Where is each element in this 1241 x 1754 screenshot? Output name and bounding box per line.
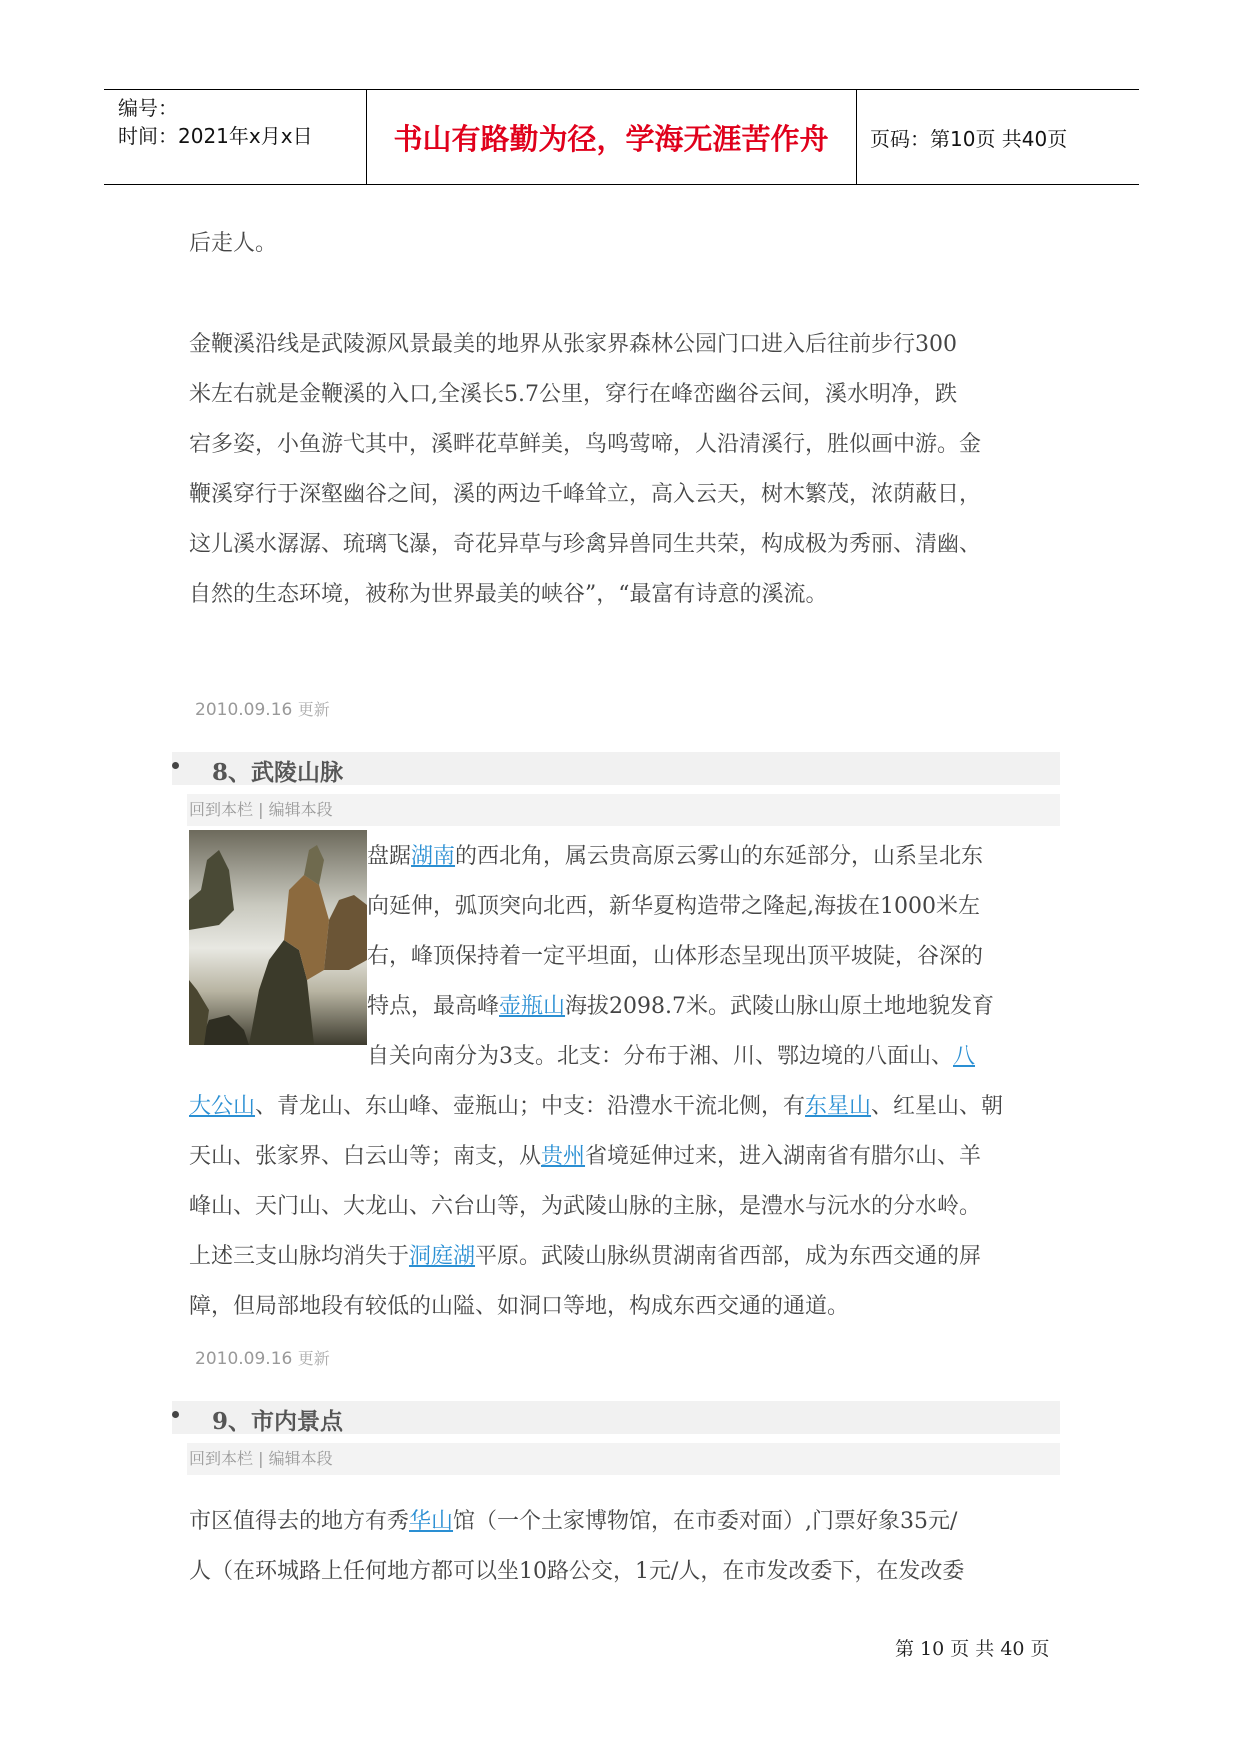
mountain-photo: [189, 830, 367, 1045]
inline-link[interactable]: 贵州: [541, 1144, 586, 1169]
section8-side-text: [367, 832, 1067, 1082]
text-line: 自然的生态环境，被称为世界最美的峡谷”，“最富有诗意的溪流。: [189, 582, 828, 607]
header-left: [118, 94, 313, 150]
text-line: [367, 1032, 1067, 1082]
text-line: [189, 1182, 1089, 1232]
update-stamp: [195, 697, 330, 720]
mountain-peaks-image: [189, 830, 367, 1045]
text-segment: 右，峰顶保持着一定平坦面，山体形态呈现出顶平坡陡，谷深的: [367, 944, 984, 969]
text-line: [367, 932, 1067, 982]
text-line: [189, 1282, 1089, 1332]
text-line: 宕多姿，小鱼游弋其中，溪畔花草鲜美，鸟鸣莺啼，人沿清溪行，胜似画中游。金: [189, 432, 982, 457]
text-segment: 馆（一个土家博物馆，在市委对面）,门票好象35元/: [453, 1509, 958, 1534]
page-footer: 第 10 页 共 40 页: [895, 1638, 1050, 1660]
header-motto: 书山有路勤为径，学海无涯苦作舟: [393, 121, 829, 156]
text-line: [189, 1232, 1089, 1282]
section-nav[interactable]: [187, 794, 1060, 826]
inline-link[interactable]: 华山: [409, 1509, 454, 1534]
update-date: 2010.09.16: [195, 700, 293, 720]
text-segment: 特点，最高峰: [367, 994, 500, 1019]
text-line: 米左右就是金鞭溪的入口,全溪长5.7公里，穿行在峰峦幽谷云间，溪水明净，跌: [189, 382, 957, 407]
text-segment: 省境延伸过来，进入湖南省有腊尔山、羊: [585, 1144, 982, 1169]
text-line: [189, 1497, 1089, 1547]
text-segment: 盘踞: [367, 844, 412, 869]
section-heading: [172, 1401, 1060, 1434]
section-nav-links[interactable]: 回到本栏 | 编辑本段: [189, 1449, 333, 1468]
number-label: 编号：: [118, 96, 178, 120]
text-segment: 海拔2098.7米。武陵山脉山原土地地貌发育: [565, 994, 995, 1019]
update-label: 更新: [297, 700, 330, 719]
inline-link[interactable]: 壶瓶山: [499, 994, 566, 1019]
text-line: 这儿溪水潺潺、琉璃飞瀑，奇花异草与珍禽异兽同生共荣，构成极为秀丽、清幽、: [189, 532, 982, 557]
text-line: [189, 1547, 1089, 1597]
inline-link[interactable]: 洞庭湖: [409, 1244, 476, 1269]
bullet-icon: [172, 762, 179, 769]
text-segment: 、青龙山、东山峰、壶瓶山；中支：沿澧水干流北侧，有: [255, 1094, 806, 1119]
text-segment: 市区值得去的地方有秀: [189, 1509, 410, 1534]
text-segment: 自关向南分为3支。北支：分布于湘、川、鄂边境的八面山、: [367, 1044, 953, 1069]
text-segment: 向延伸，弧顶突向北西，新华夏构造带之隆起,海拔在1000米左: [367, 894, 980, 919]
page-label: 页码：第10页 共40页: [870, 126, 1068, 151]
text-line: 金鞭溪沿线是武陵源风景最美的地界从张家界森林公园门口进入后往前步行300: [189, 332, 957, 357]
paragraph-jinbianxi: [189, 320, 1089, 620]
section-title: 9、市内景点: [212, 1408, 344, 1435]
inline-link[interactable]: 大公山: [189, 1094, 256, 1119]
text-segment: 天山、张家界、白云山等；南支，从: [189, 1144, 542, 1169]
text-segment: 、红星山、朝: [871, 1094, 1004, 1119]
text-segment: 的西北角，属云贵高原云雾山的东延部分，山系呈北东: [455, 844, 984, 869]
update-stamp: [195, 1346, 330, 1369]
update-label: 更新: [297, 1349, 330, 1368]
text-line: [189, 1082, 1089, 1132]
section-heading: [172, 752, 1060, 785]
paragraph-continuation: 后走人。: [189, 231, 278, 256]
section-nav[interactable]: [187, 1443, 1060, 1475]
text-line: [367, 982, 1067, 1032]
text-segment: 平原。武陵山脉纵贯湖南省西部，成为东西交通的屏: [475, 1244, 982, 1269]
header-divider: [856, 90, 857, 184]
text-segment: 峰山、天门山、大龙山、六台山等，为武陵山脉的主脉，是澧水与沅水的分水岭。: [189, 1194, 982, 1219]
text-segment: 上述三支山脉均消失于: [189, 1244, 410, 1269]
text-segment: 人（在环城路上任何地方都可以坐10路公交，1元/人，在市发改委下，在发改委: [189, 1559, 965, 1584]
section9-text: [189, 1497, 1089, 1597]
inline-link[interactable]: 八: [953, 1044, 976, 1069]
text-line: [189, 1132, 1089, 1182]
page-header: [104, 89, 1139, 185]
section-title: 8、武陵山脉: [212, 759, 344, 786]
text-segment: 障，但局部地段有较低的山隘、如洞口等地，构成东西交通的通道。: [189, 1294, 850, 1319]
text-line: 鞭溪穿行于深壑幽谷之间，溪的两边千峰耸立，高入云天，树木繁茂，浓荫蔽日，: [189, 482, 982, 507]
section-nav-links[interactable]: 回到本栏 | 编辑本段: [189, 800, 333, 819]
inline-link[interactable]: 东星山: [805, 1094, 872, 1119]
section8-full-text: [189, 1082, 1089, 1332]
inline-link[interactable]: 湖南: [411, 844, 456, 869]
update-date: 2010.09.16: [195, 1349, 293, 1369]
text-line: [367, 832, 1067, 882]
bullet-icon: [172, 1411, 179, 1418]
text-line: [367, 882, 1067, 932]
time-label: 时间：2021年x月x日: [118, 124, 313, 148]
